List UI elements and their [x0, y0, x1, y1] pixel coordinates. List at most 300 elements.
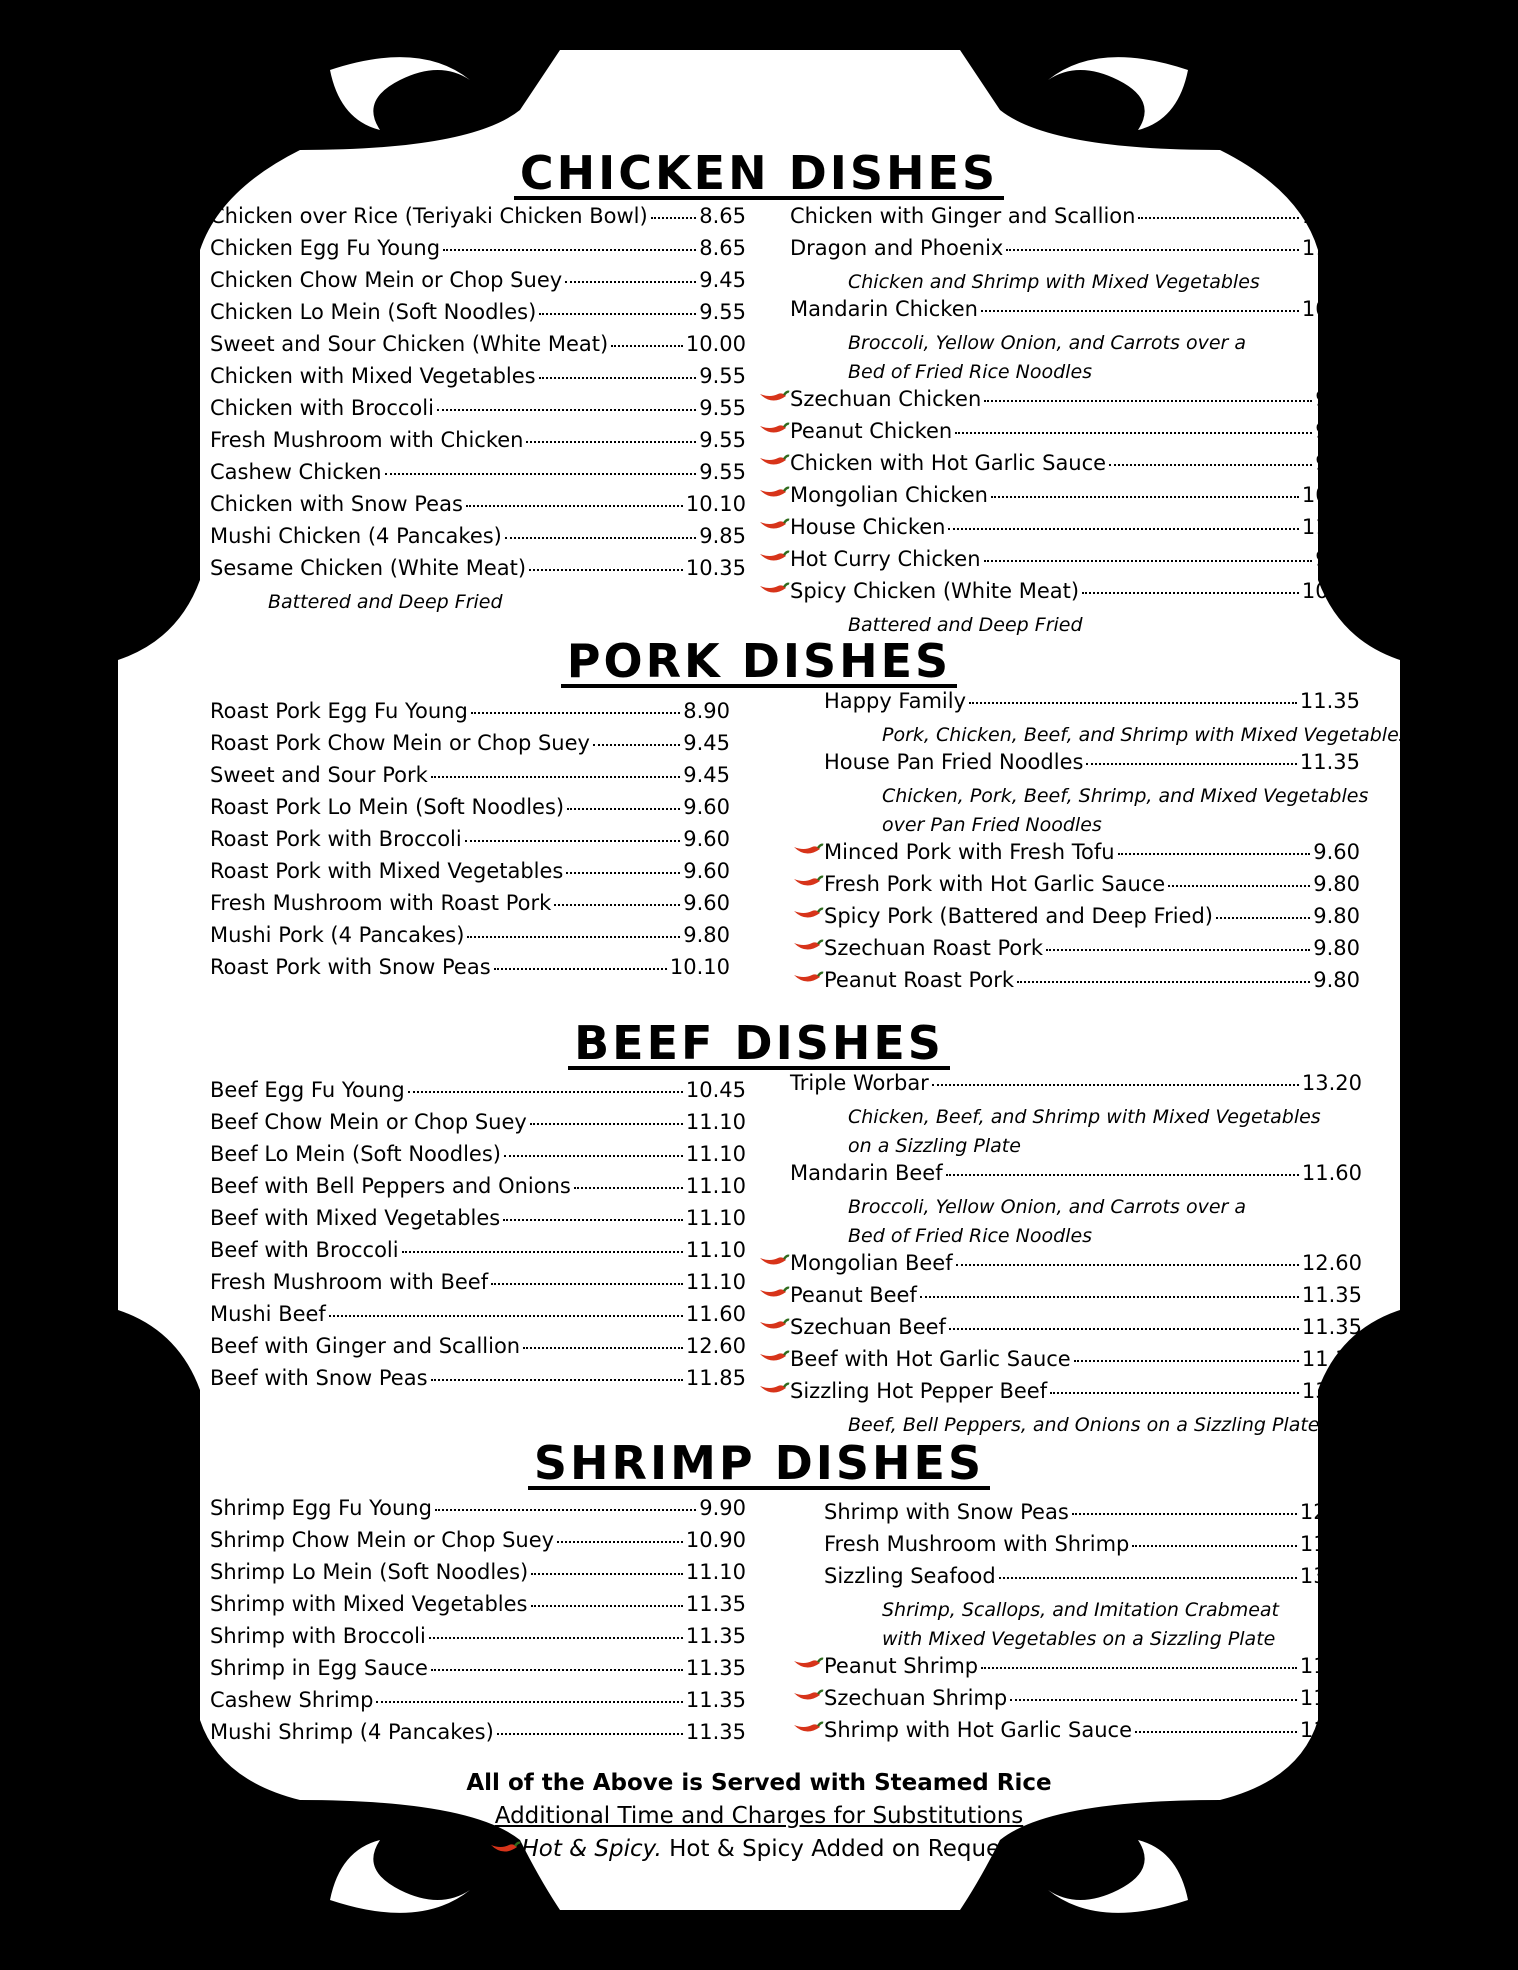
- menu-item: [210, 955, 730, 987]
- menu-item-description: Battered and Deep Fried: [848, 614, 1083, 636]
- menu-item-price: 11.35: [1301, 236, 1362, 260]
- menu-item-name: Roast Pork Lo Mein (Soft Noodles): [210, 795, 565, 819]
- menu-item-name: Beef with Mixed Vegetables: [210, 1206, 501, 1230]
- menu-item-price: 10.85: [1301, 483, 1362, 507]
- menu-item: [824, 840, 1360, 872]
- menu-item: [210, 1174, 746, 1206]
- menu-item-description: Broccoli, Yellow Onion, and Carrots over a: [848, 332, 1246, 354]
- menu-item: [210, 1656, 746, 1688]
- menu-item-name: Mongolian Chicken: [790, 483, 988, 507]
- menu-item-name: Mushi Shrimp (4 Pancakes): [210, 1720, 494, 1744]
- dot-leader: [466, 505, 683, 507]
- menu-item-price: 11.60: [1301, 1161, 1362, 1185]
- menu-item: [210, 731, 730, 763]
- menu-item-price: 9.60: [1313, 840, 1360, 864]
- menu-item-name: Sweet and Sour Pork: [210, 763, 428, 787]
- menu-item-price: 11.35: [685, 1592, 746, 1616]
- menu-item-description: over Pan Fried Noodles: [882, 814, 1102, 836]
- menu-item: [210, 300, 746, 332]
- menu-item: [824, 1532, 1360, 1564]
- menu-item-name: Roast Pork with Broccoli: [210, 827, 462, 851]
- menu-item-name: Szechuan Beef: [790, 1315, 946, 1339]
- menu-item: [210, 891, 730, 923]
- chili-pepper-icon: [758, 1348, 790, 1366]
- chili-pepper-icon: [758, 580, 790, 598]
- menu-item-price: 9.85: [1315, 547, 1362, 571]
- dot-leader: [1017, 981, 1310, 983]
- chili-pepper-icon: [792, 905, 824, 923]
- menu-item-price: 13.80: [1299, 1564, 1360, 1588]
- dot-leader: [494, 968, 667, 970]
- menu-item-name: Shrimp with Broccoli: [210, 1624, 426, 1648]
- dot-leader: [565, 281, 696, 283]
- dot-leader: [1168, 885, 1310, 887]
- menu-item-price: 8.65: [699, 204, 746, 228]
- menu-item: [210, 1624, 746, 1656]
- menu-item-name: Szechuan Shrimp: [824, 1686, 1008, 1710]
- menu-item-price: 10.10: [685, 492, 746, 516]
- dot-leader: [431, 776, 680, 778]
- menu-item: [790, 547, 1362, 579]
- menu-item: [210, 1366, 746, 1398]
- menu-item-price: 12.60: [685, 1334, 746, 1358]
- menu-item-name: Shrimp Egg Fu Young: [210, 1496, 432, 1520]
- menu-item-price: 9.60: [683, 891, 730, 915]
- dot-leader: [1082, 592, 1299, 594]
- dot-leader: [1216, 917, 1310, 919]
- menu-item-name: Roast Pork Chow Mein or Chop Suey: [210, 731, 590, 755]
- chili-pepper-icon: [758, 516, 790, 534]
- chicken-right-column: [790, 204, 1362, 640]
- chili-pepper-icon: [792, 1655, 824, 1673]
- menu-item-price: 11.10: [685, 1110, 746, 1134]
- menu-item: [824, 689, 1360, 721]
- beef-section-title: BEEF DISHES: [0, 1018, 1518, 1070]
- menu-item-price: 8.90: [683, 699, 730, 723]
- menu-item-name: Beef Egg Fu Young: [210, 1078, 405, 1102]
- menu-item-name: Peanut Beef: [790, 1283, 917, 1307]
- dot-leader: [539, 377, 697, 379]
- menu-item-price: 9.80: [1313, 872, 1360, 896]
- dot-leader: [529, 569, 683, 571]
- menu-item: [790, 1379, 1362, 1411]
- chili-pepper-icon: [489, 1834, 521, 1866]
- menu-item-price: 11.10: [1301, 204, 1362, 228]
- menu-item-description: on a Sizzling Plate: [848, 1135, 1021, 1157]
- menu-item-name: Shrimp with Mixed Vegetables: [210, 1592, 528, 1616]
- menu-item: [790, 297, 1362, 329]
- menu-item-price: 9.45: [683, 763, 730, 787]
- menu-item-name: Fresh Mushroom with Shrimp: [824, 1532, 1130, 1556]
- menu-item-name: Roast Pork Egg Fu Young: [210, 699, 468, 723]
- menu-item-price: 13.20: [1301, 1071, 1362, 1095]
- chili-pepper-icon: [792, 841, 824, 859]
- dot-leader: [984, 400, 1312, 402]
- chili-pepper-icon: [792, 1687, 824, 1705]
- menu-item-name: Chicken with Ginger and Scallion: [790, 204, 1136, 228]
- menu-item-name: House Pan Fried Noodles: [824, 750, 1084, 774]
- menu-item-price: 10.85: [1301, 579, 1362, 603]
- dot-leader: [955, 432, 1312, 434]
- dot-leader: [1086, 763, 1296, 765]
- menu-item: [210, 332, 746, 364]
- menu-item: [210, 556, 746, 588]
- menu-item: [824, 904, 1360, 936]
- dot-leader: [1050, 1392, 1299, 1394]
- dot-leader: [402, 1251, 683, 1253]
- menu-item-name: Chicken with Mixed Vegetables: [210, 364, 536, 388]
- menu-item-name: Peanut Roast Pork: [824, 968, 1015, 992]
- menu-item: [210, 1206, 746, 1238]
- menu-item-name: Chicken Egg Fu Young: [210, 236, 441, 260]
- menu-item-description: Pork, Chicken, Beef, and Shrimp with Mixed Vegetables: [882, 724, 1409, 746]
- menu-item-price: 8.65: [699, 236, 746, 260]
- dot-leader: [566, 872, 680, 874]
- menu-item-price: 11.60: [1299, 1718, 1360, 1742]
- dot-leader: [1135, 1731, 1297, 1733]
- dot-leader: [574, 1187, 683, 1189]
- menu-item: [210, 492, 746, 524]
- chicken-left-column: [210, 204, 746, 617]
- menu-item-price: 11.35: [1299, 1532, 1360, 1556]
- menu-item-name: Chicken with Hot Garlic Sauce: [790, 451, 1107, 475]
- pork-left-column: [210, 699, 730, 987]
- dot-leader: [981, 1667, 1297, 1669]
- menu-item-name: Chicken Lo Mein (Soft Noodles): [210, 300, 537, 324]
- menu-item: [790, 236, 1362, 268]
- shrimp-left-column: [210, 1496, 746, 1752]
- menu-item-name: Dragon and Phoenix: [790, 236, 1004, 260]
- pork-section-title: PORK DISHES: [0, 636, 1518, 688]
- menu-item: [790, 483, 1362, 515]
- menu-item-name: Beef with Bell Peppers and Onions: [210, 1174, 571, 1198]
- menu-item-name: House Chicken: [790, 515, 946, 539]
- menu-item-price: 9.85: [1315, 387, 1362, 411]
- menu-item: [210, 1270, 746, 1302]
- menu-item: [210, 524, 746, 556]
- menu-item-name: Cashew Chicken: [210, 460, 382, 484]
- menu-item-description: Chicken and Shrimp with Mixed Vegetables: [848, 271, 1260, 293]
- dot-leader: [376, 1701, 682, 1703]
- menu-item: [210, 204, 746, 236]
- dot-leader: [1109, 464, 1312, 466]
- menu-item: [824, 750, 1360, 782]
- dot-leader: [999, 1577, 1297, 1579]
- dot-leader: [1010, 1699, 1297, 1701]
- menu-item-price: 11.35: [1301, 1315, 1362, 1339]
- menu-item-name: Shrimp Lo Mein (Soft Noodles): [210, 1560, 529, 1584]
- dot-leader: [567, 808, 680, 810]
- menu-item-name: Sizzling Hot Pepper Beef: [790, 1379, 1048, 1403]
- menu-item-price: 11.85: [685, 1366, 746, 1390]
- menu-item-name: Chicken with Broccoli: [210, 396, 434, 420]
- dot-leader: [526, 441, 696, 443]
- menu-item-name: Roast Pork with Snow Peas: [210, 955, 491, 979]
- dot-leader: [531, 1573, 683, 1575]
- dot-leader: [503, 1219, 683, 1221]
- hot-spicy-label: Hot & Spicy.: [521, 1836, 662, 1862]
- menu-item: [210, 1302, 746, 1334]
- menu-item-price: 11.35: [1301, 1283, 1362, 1307]
- chili-pepper-icon: [792, 873, 824, 891]
- menu-item-name: Spicy Pork (Battered and Deep Fried): [824, 904, 1213, 928]
- menu-item: [210, 1110, 746, 1142]
- dot-leader: [491, 1283, 683, 1285]
- menu-item: [210, 364, 746, 396]
- dot-leader: [984, 560, 1313, 562]
- menu-item-name: Fresh Mushroom with Chicken: [210, 428, 524, 452]
- menu-item-name: Cashew Shrimp: [210, 1688, 374, 1712]
- menu-item-name: Minced Pork with Fresh Tofu: [824, 840, 1115, 864]
- chili-pepper-icon: [792, 1719, 824, 1737]
- menu-item: [790, 387, 1362, 419]
- dot-leader: [956, 1264, 1299, 1266]
- pork-right-column: [824, 689, 1409, 1000]
- menu-item-name: Mongolian Beef: [790, 1251, 953, 1275]
- dot-leader: [1072, 1513, 1297, 1515]
- dot-leader: [1074, 1360, 1299, 1362]
- menu-item-name: Szechuan Roast Pork: [824, 936, 1044, 960]
- footer-spicy-legend: [0, 1833, 1518, 1866]
- chili-pepper-icon: [758, 1284, 790, 1302]
- menu-item-price: 9.45: [699, 268, 746, 292]
- dot-leader: [611, 345, 683, 347]
- footer-steamed-rice-note: All of the Above is Served with Steamed Rice: [466, 1770, 1052, 1796]
- chili-pepper-icon: [758, 548, 790, 566]
- menu-item-price: 9.55: [699, 300, 746, 324]
- menu-item-price: 11.35: [1299, 689, 1360, 713]
- menu-item-price: 11.60: [685, 1302, 746, 1326]
- menu-item-price: 9.60: [683, 827, 730, 851]
- menu-item-name: Fresh Mushroom with Beef: [210, 1270, 489, 1294]
- dot-leader: [530, 1123, 683, 1125]
- dot-leader: [465, 840, 681, 842]
- menu-item: [210, 1560, 746, 1592]
- dot-leader: [554, 904, 680, 906]
- menu-item-price: 11.35: [1299, 750, 1360, 774]
- menu-item-description: Bed of Fried Rice Noodles: [848, 1225, 1093, 1247]
- menu-item: [790, 1251, 1362, 1283]
- menu-item-price: 9.80: [1313, 904, 1360, 928]
- menu-item: [790, 1071, 1362, 1103]
- menu-item-price: 10.10: [1301, 297, 1362, 321]
- shrimp-section-title: SHRIMP DISHES: [0, 1438, 1518, 1490]
- menu-item-name: Beef with Snow Peas: [210, 1366, 428, 1390]
- menu-item: [790, 1347, 1362, 1379]
- menu-item-price: 11.60: [1299, 1686, 1360, 1710]
- menu-item-name: Beef Chow Mein or Chop Suey: [210, 1110, 527, 1134]
- menu-item-description: with Mixed Vegetables on a Sizzling Plate: [882, 1628, 1276, 1650]
- menu-item: [210, 1688, 746, 1720]
- menu-item: [824, 936, 1360, 968]
- menu-item-price: 11.10: [685, 1238, 746, 1262]
- menu-item-price: 9.60: [683, 795, 730, 819]
- dot-leader: [504, 1155, 683, 1157]
- menu-item: [210, 859, 730, 891]
- menu-item-price: 12.10: [1299, 1500, 1360, 1524]
- chili-pepper-icon: [758, 1252, 790, 1270]
- dot-leader: [1006, 249, 1299, 251]
- dot-leader: [1046, 949, 1310, 951]
- menu-item-name: Mushi Beef: [210, 1302, 326, 1326]
- chili-pepper-icon: [758, 420, 790, 438]
- menu-item-name: Beef with Hot Garlic Sauce: [790, 1347, 1071, 1371]
- menu-item-price: 9.85: [1315, 419, 1362, 443]
- dot-leader: [651, 217, 697, 219]
- menu-item-price: 11.60: [1299, 1654, 1360, 1678]
- menu-item: [790, 1315, 1362, 1347]
- menu-item-name: Mandarin Beef: [790, 1161, 943, 1185]
- menu-item-name: Beef with Ginger and Scallion: [210, 1334, 521, 1358]
- menu-item: [210, 1142, 746, 1174]
- dot-leader: [497, 1733, 683, 1735]
- dot-leader: [1132, 1545, 1297, 1547]
- dot-leader: [471, 712, 680, 714]
- menu-item: [210, 827, 730, 859]
- menu-item: [790, 1161, 1362, 1193]
- dot-leader: [981, 310, 1299, 312]
- menu-item: [824, 872, 1360, 904]
- menu-item-name: Szechuan Chicken: [790, 387, 982, 411]
- menu-item-name: Happy Family: [824, 689, 966, 713]
- dot-leader: [948, 528, 1298, 530]
- menu-item-price: 9.55: [699, 460, 746, 484]
- menu-item-price: 9.90: [699, 1496, 746, 1520]
- menu-item: [824, 968, 1360, 1000]
- dot-leader: [329, 1315, 683, 1317]
- menu-item-price: 9.55: [699, 396, 746, 420]
- menu-item: [210, 1720, 746, 1752]
- menu-item-price: 10.10: [669, 955, 730, 979]
- beef-left-column: [210, 1078, 746, 1398]
- menu-item-price: 13.10: [1301, 1379, 1362, 1403]
- footer-substitutions-note: Additional Time and Charges for Substitutions: [494, 1803, 1024, 1829]
- menu-item-name: Chicken over Rice (Teriyaki Chicken Bowl): [210, 204, 648, 228]
- menu-item-description: Shrimp, Scallops, and Imitation Crabmeat: [882, 1599, 1279, 1621]
- menu-item-price: 9.60: [683, 859, 730, 883]
- menu-item-price: 9.85: [1315, 451, 1362, 475]
- dot-leader: [467, 936, 680, 938]
- menu-item-name: Triple Worbar: [790, 1071, 929, 1095]
- menu-item-price: 11.35: [1301, 1347, 1362, 1371]
- dot-leader: [443, 249, 696, 251]
- dot-leader: [1118, 853, 1311, 855]
- menu-item-name: Shrimp with Snow Peas: [824, 1500, 1069, 1524]
- dot-leader: [505, 537, 696, 539]
- menu-item-description: Chicken, Pork, Beef, Shrimp, and Mixed Vegetables: [882, 785, 1369, 807]
- menu-item-price: 10.00: [685, 332, 746, 356]
- menu-item-price: 10.35: [685, 556, 746, 580]
- menu-item: [210, 795, 730, 827]
- chicken-section-title: CHICKEN DISHES: [0, 148, 1518, 200]
- menu-item: [824, 1718, 1360, 1750]
- dot-leader: [539, 313, 696, 315]
- dot-leader: [949, 1328, 1299, 1330]
- menu-item: [790, 204, 1362, 236]
- menu-item: [824, 1564, 1360, 1596]
- dot-leader: [932, 1084, 1299, 1086]
- menu-item-price: 11.35: [685, 1656, 746, 1680]
- menu-item-price: 9.80: [1313, 968, 1360, 992]
- menu-item-price: 11.35: [685, 1688, 746, 1712]
- menu-item: [210, 1592, 746, 1624]
- menu-item-price: 9.45: [683, 731, 730, 755]
- menu-item-name: Sweet and Sour Chicken (White Meat): [210, 332, 609, 356]
- dot-leader: [920, 1296, 1299, 1298]
- beef-right-column: [790, 1071, 1362, 1440]
- dot-leader: [1138, 217, 1298, 219]
- menu-item: [210, 763, 730, 795]
- menu-item-description: Bed of Fried Rice Noodles: [848, 361, 1093, 383]
- chili-pepper-icon: [758, 1380, 790, 1398]
- menu-item-name: Spicy Chicken (White Meat): [790, 579, 1080, 603]
- menu-item-price: 9.55: [699, 428, 746, 452]
- menu-item-price: 10.45: [685, 1078, 746, 1102]
- menu-item-price: 11.10: [685, 1206, 746, 1230]
- menu-item-price: 11.10: [685, 1174, 746, 1198]
- menu-item-price: 11.10: [685, 1142, 746, 1166]
- dot-leader: [408, 1091, 683, 1093]
- menu-item-name: Mushi Pork (4 Pancakes): [210, 923, 465, 947]
- chili-pepper-icon: [758, 484, 790, 502]
- menu-item: [824, 1500, 1360, 1532]
- hot-spicy-request-text: Hot & Spicy Added on Request.: [661, 1836, 1029, 1862]
- dot-leader: [531, 1605, 683, 1607]
- menu-item-name: Mushi Chicken (4 Pancakes): [210, 524, 502, 548]
- menu-item-name: Peanut Chicken: [790, 419, 953, 443]
- menu-item: [790, 419, 1362, 451]
- menu-item-description: Chicken, Beef, and Shrimp with Mixed Vegetables: [848, 1106, 1321, 1128]
- menu-item: [210, 1078, 746, 1110]
- menu-item-name: Sizzling Seafood: [824, 1564, 996, 1588]
- menu-item: [210, 268, 746, 300]
- dot-leader: [991, 496, 1299, 498]
- menu-item-name: Fresh Pork with Hot Garlic Sauce: [824, 872, 1166, 896]
- dot-leader: [946, 1174, 1299, 1176]
- dot-leader: [429, 1637, 683, 1639]
- menu-item-price: 11.10: [685, 1270, 746, 1294]
- menu-item: [210, 460, 746, 492]
- menu-item-description: Broccoli, Yellow Onion, and Carrots over a: [848, 1196, 1246, 1218]
- dot-leader: [431, 1669, 683, 1671]
- chili-pepper-icon: [758, 452, 790, 470]
- menu-item: [824, 1654, 1360, 1686]
- menu-item-price: 11.10: [1301, 515, 1362, 539]
- menu-item-name: Beef Lo Mein (Soft Noodles): [210, 1142, 501, 1166]
- menu-item: [210, 396, 746, 428]
- menu-item-name: Shrimp with Hot Garlic Sauce: [824, 1718, 1132, 1742]
- chili-pepper-icon: [792, 969, 824, 987]
- menu-item-name: Hot Curry Chicken: [790, 547, 981, 571]
- menu-item-name: Fresh Mushroom with Roast Pork: [210, 891, 552, 915]
- menu-item-name: Peanut Shrimp: [824, 1654, 979, 1678]
- menu-item-price: 11.35: [685, 1720, 746, 1744]
- dot-leader: [435, 1509, 696, 1511]
- menu-item-name: Roast Pork with Mixed Vegetables: [210, 859, 564, 883]
- menu-item-name: Chicken with Snow Peas: [210, 492, 463, 516]
- chili-pepper-icon: [792, 937, 824, 955]
- dot-leader: [593, 744, 680, 746]
- menu-item: [210, 236, 746, 268]
- dot-leader: [969, 702, 1297, 704]
- menu-item: [210, 1334, 746, 1366]
- menu-item-name: Mandarin Chicken: [790, 297, 978, 321]
- menu-item-price: 10.90: [685, 1528, 746, 1552]
- menu-item-description: Beef, Bell Peppers, and Onions on a Sizzling Plate: [848, 1414, 1320, 1436]
- menu-item-name: Sesame Chicken (White Meat): [210, 556, 527, 580]
- menu-item-price: 9.80: [1313, 936, 1360, 960]
- chili-pepper-icon: [758, 388, 790, 406]
